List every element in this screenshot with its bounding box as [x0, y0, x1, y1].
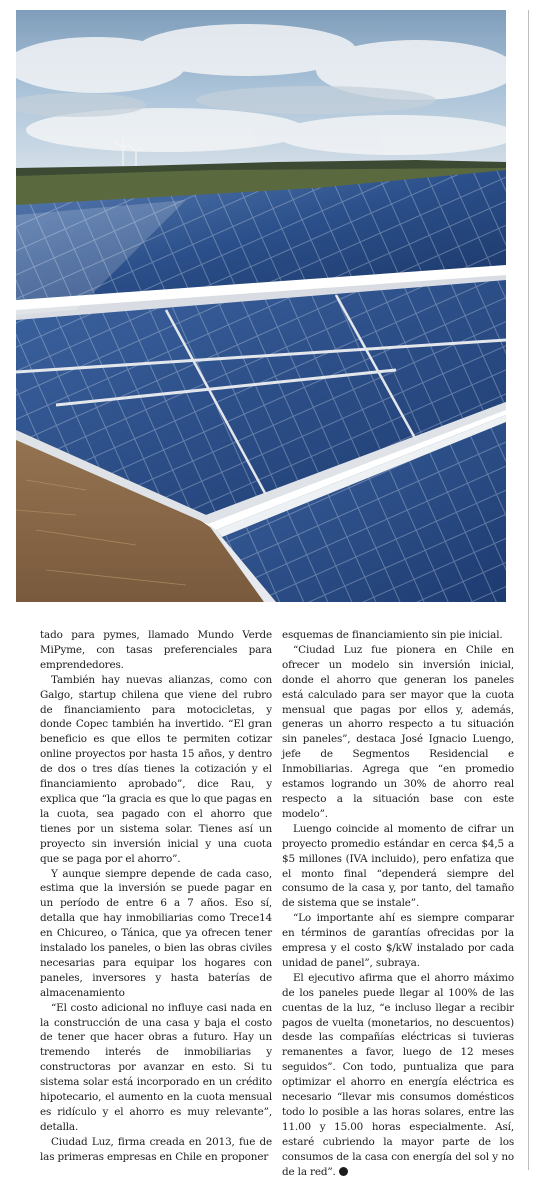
article-column-left	[40, 628, 272, 1165]
paragraph: Luengo coincide al momento de cifrar un proyecto promedio estándar en cerca $4,5 a $5 millones (IVA incluido), pero enfatiza que el monto final “dependerá siempre del consumo de la casa y, por tanto, del tamaño de sistema que se instale”.	[282, 822, 514, 910]
paragraph: Y aunque siempre depende de cada caso, estima que la inversión se puede pagar en un período de entre 6 a 7 años. Eso sí, detalla que hay inmobiliarias como Trece14 en Chicureo, o Tánica, que ya ofrecen tener instalado los paneles, o bien las obras civiles necesarias para equipar los hogares con paneles, inversores y hasta baterías de almacenamiento	[40, 867, 272, 999]
paragraph: También hay nuevas alianzas, como con Galgo, startup chilena que viene del rubro de financiamiento para motocicletas, y donde Copec también ha invertido. “El gran beneficio es que ellos te permiten cotizar online proyectos por hasta 15 años, y dentro de dos o tres días tienes la cotización y el financiamiento aprobado”, dice Rau, y explica que “la gracia es que lo que pagas en la cuota, sea pagado con el ahorro que tienes por un sistema solar. Tienes así un proyecto sin inversión inicial y una cuota que se paga por el ahorro”.	[40, 673, 272, 865]
solar-panel-photo	[16, 10, 506, 602]
article-column-right	[282, 628, 514, 1180]
paragraph: “Ciudad Luz fue pionera en Chile en ofrecer un modelo sin inversión inicial, donde el ahorro que generan los paneles está calculado para ser mayor que la cuota mensual que pagas por ellos y, además, generas un ahorro respecto a tu situación sin paneles”, destaca José Ignacio Luengo, jefe de Segmentos Residencial e Inmobiliarias. Agrega que “en promedio estamos logrando un 30% de ahorro real respecto a la situación base con este modelo”.	[282, 643, 514, 820]
paragraph-final	[282, 971, 514, 1180]
page-edge-rule	[528, 10, 529, 1170]
paragraph: tado para pymes, llamado Mundo Verde MiPyme, con tasas preferenciales para emprendedores.	[40, 629, 272, 671]
article-end-mark-icon	[339, 1167, 348, 1176]
paragraph: “El costo adicional no influye casi nada en la construcción de una casa y baja el costo de tener que hacer obras a futuro. Hay un tremendo interés de inmobiliarias y constructoras por avanzar en esto. Si tu sistema solar está incorporado en un crédito hipotecario, el aumento en la cuota mensual es ridículo y el ahorro es muy relevante”, detalla.	[40, 1001, 272, 1133]
paragraph: Ciudad Luz, firma creada en 2013, fue de las primeras empresas en Chile en proponer	[40, 1135, 272, 1163]
paragraph: “Lo importante ahí es siempre comparar en términos de garantías ofrecidas por la empresa y el costo $/kW instalado por cada unidad de panel”, subraya.	[282, 912, 514, 969]
paragraph-text: El ejecutivo afirma que el ahorro máximo de los paneles puede llegar al 100% de las cuentas de la luz, “e incluso llegar a recibir pagos de vuelta (monetarios, no descuentos) desde las compañías eléctricas si tuvieras remanentes a favor, luego de 12 meses seguidos”. Con todo, puntualiza que para optimizar el ahorro en energía eléctrica es necesario “llevar mis consumos domésticos todo lo posible a las horas solares, entre las 11.00 y 15.00 horas especialmente. Así, estaré cubriendo la mayor parte de los consumos de la casa con energía del sol y no de la red”.	[282, 971, 514, 1178]
paragraph: esquemas de financiamiento sin pie inicial.	[282, 629, 503, 641]
